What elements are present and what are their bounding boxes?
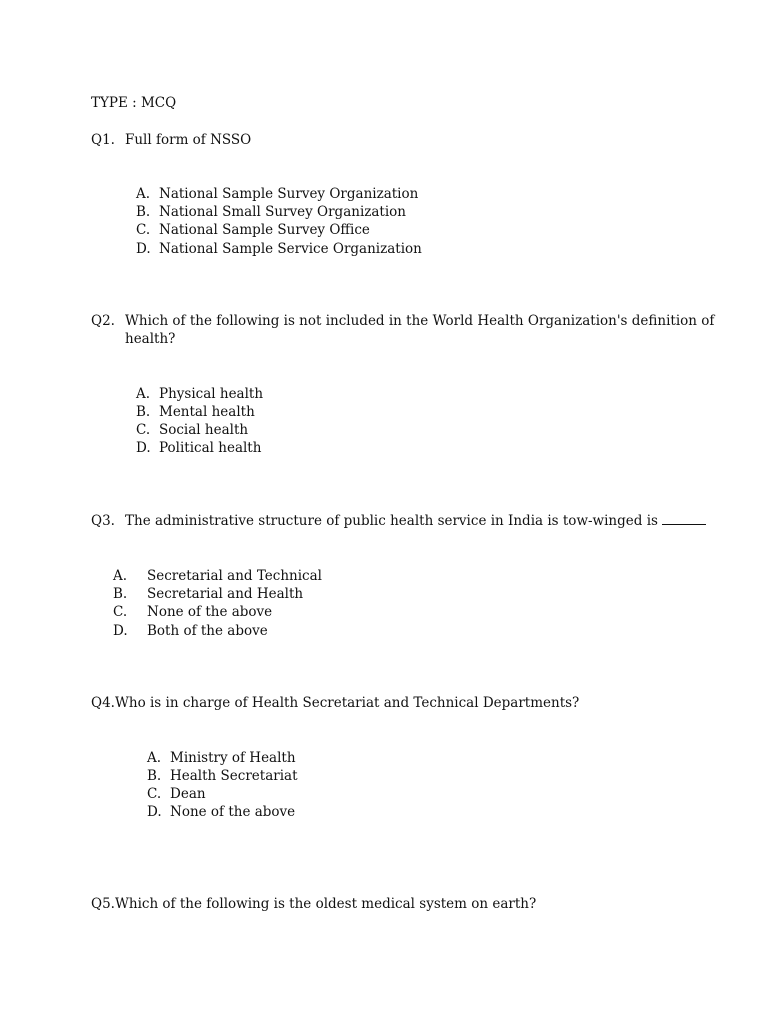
- option-letter: C.: [147, 786, 162, 802]
- option-letter: D.: [136, 241, 151, 257]
- option-text: National Sample Survey Office: [159, 222, 370, 238]
- option-letter: D.: [113, 623, 128, 639]
- option-letter: D.: [147, 804, 162, 820]
- option-text: None of the above: [170, 804, 296, 820]
- option-letter: A.: [113, 568, 128, 584]
- option-letter: A.: [136, 386, 151, 402]
- option-text: National Sample Service Organization: [159, 241, 422, 257]
- option-text: National Small Survey Organization: [159, 204, 406, 220]
- option-letter: A.: [147, 750, 162, 766]
- option-letter: C.: [136, 422, 151, 438]
- option-letter: B.: [136, 404, 151, 420]
- question-number: Q4.: [91, 695, 115, 711]
- option-text: Social health: [159, 422, 249, 438]
- option-letter: B.: [147, 768, 162, 784]
- question-text-line: [125, 512, 706, 530]
- option-text: Ministry of Health: [170, 750, 296, 766]
- option-text: Both of the above: [147, 623, 268, 639]
- question-text: Who is in charge of Health Secretariat and Technical Departments?: [115, 695, 580, 711]
- question-number: Q5.: [91, 896, 115, 912]
- type-label: TYPE : MCQ: [91, 95, 177, 111]
- question-number: Q3.: [91, 513, 115, 529]
- option-text: Secretarial and Technical: [147, 568, 322, 584]
- option-letter: C.: [113, 604, 128, 620]
- option-letter: D.: [136, 440, 151, 456]
- option-letter: C.: [136, 222, 151, 238]
- option-text: Health Secretariat: [170, 768, 298, 784]
- question-text: Which of the following is the oldest medical system on earth?: [115, 896, 537, 912]
- answer-blank: [662, 512, 706, 525]
- option-text: National Sample Survey Organization: [159, 186, 419, 202]
- option-text: Physical health: [159, 386, 264, 402]
- option-letter: B.: [136, 204, 151, 220]
- question-text: The administrative structure of public health service in India is tow-winged is: [125, 513, 658, 529]
- question-text-line-1: Which of the following is not included in the World Health Organization's definition of: [125, 313, 715, 329]
- question-text-line-2: health?: [125, 331, 176, 347]
- question-text: Full form of NSSO: [125, 132, 252, 148]
- option-text: Political health: [159, 440, 262, 456]
- question-number: Q2.: [91, 313, 115, 329]
- option-letter: B.: [113, 586, 128, 602]
- option-text: Dean: [170, 786, 206, 802]
- option-text: Secretarial and Health: [147, 586, 304, 602]
- option-letter: A.: [136, 186, 151, 202]
- option-text: Mental health: [159, 404, 255, 420]
- option-text: None of the above: [147, 604, 273, 620]
- question-number: Q1.: [91, 132, 115, 148]
